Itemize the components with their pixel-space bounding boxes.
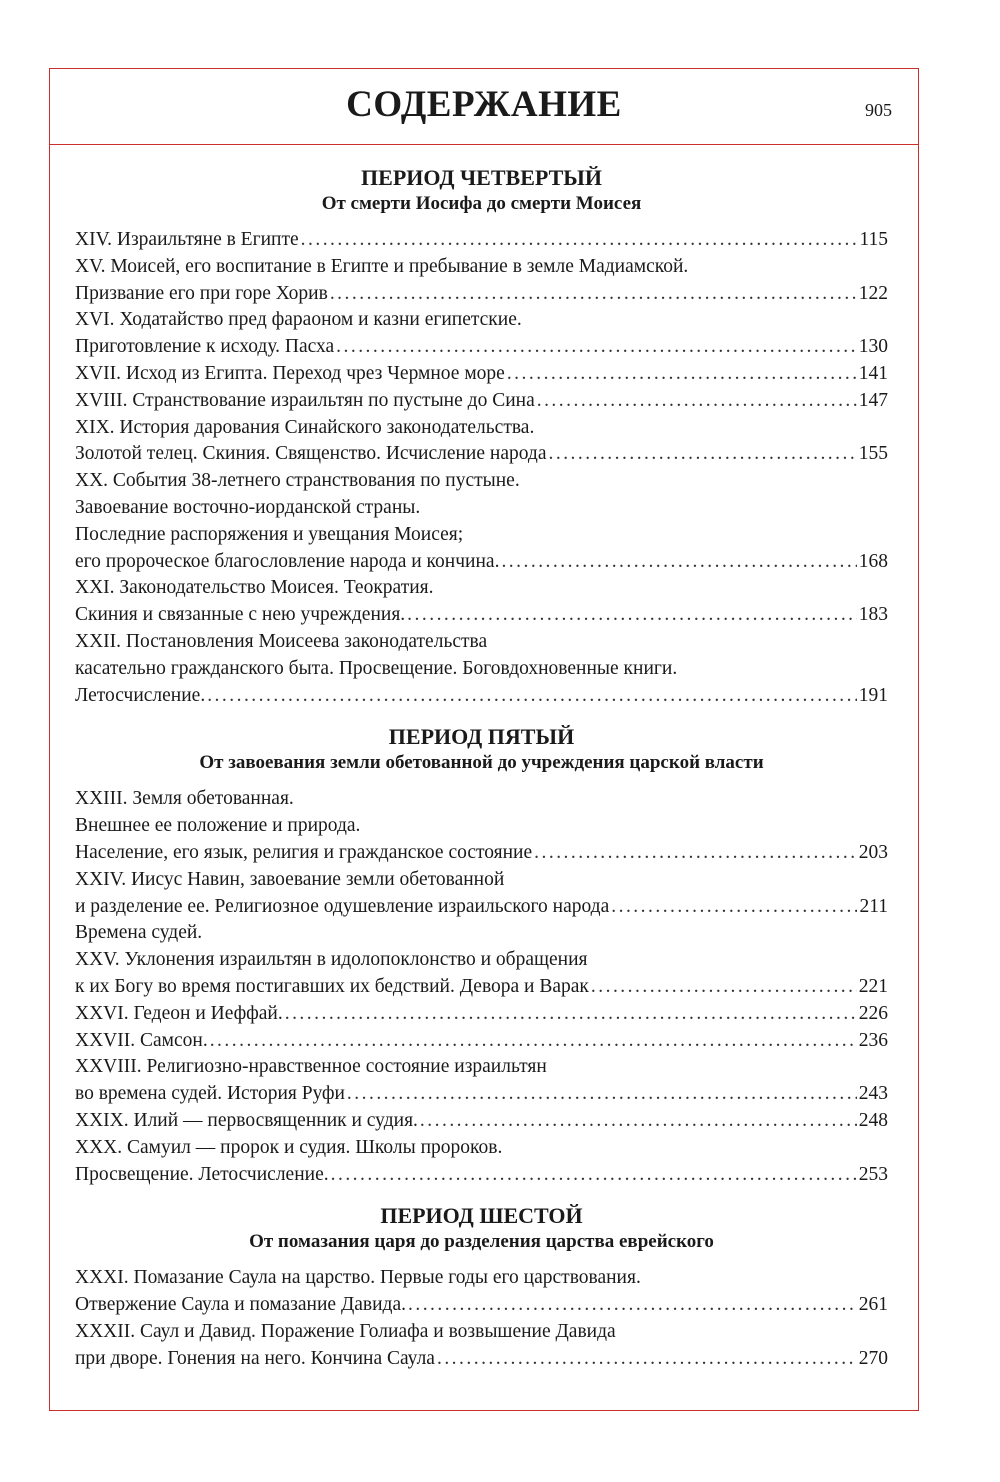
toc-entry-line: XX. События 38-летнего странствования по пустыне. [75,470,520,492]
toc-entry-last-line [75,1346,888,1373]
dot-leader [330,281,857,308]
toc-entry-line: XXVI. Гедеон и Иеффай. [75,1002,283,1024]
header [50,69,918,145]
dot-leader [408,1292,857,1319]
toc-entry-line: XXIII. Земля обетованная. [75,788,294,810]
toc-entry-line: Просвещение. Летосчисление. [75,1163,329,1185]
toc-entry-line: к их Богу во время постигавших их бедствий. Девора и Варак [75,975,589,997]
toc-entry-line: Завоевание восточно-иорданской страны. [75,496,421,518]
dot-leader [549,441,857,468]
toc-entry-line: Последние распоряжения и увещания Моисея; [75,523,464,545]
dot-leader [501,549,856,576]
dot-leader [407,602,857,629]
toc-entry-line: XIX. История дарования Синайского законодательства. [75,416,535,438]
toc-entry-last-line [75,388,888,415]
toc-page-number: 243 [858,1083,888,1105]
toc-entry-line: XVI. Ходатайство пред фараоном и казни египетские. [75,309,522,331]
toc-page-number: 203 [858,841,888,863]
toc-entry[interactable] [75,468,888,575]
toc-entry-last-line [75,602,888,629]
dot-leader [420,1108,857,1135]
dot-leader [331,1162,857,1189]
period-section [75,724,888,1188]
toc-page-number: 115 [859,229,888,250]
toc-entry-line: XXIV. Иисус Навин, завоевание земли обетованной [75,868,505,890]
period-subtitle: От смерти Иосифа до смерти Моисея [321,193,642,214]
page-frame [49,68,919,1411]
toc-entry-line: XXVIII. Религиозно-нравственное состояние израильтян [75,1056,547,1078]
period-section [75,1203,888,1372]
toc-entry-line: касательно гражданского быта. Просвещение. Боговдохновенные книги. [75,657,678,679]
toc-entry-line: XVIII. Странствование израильтян по пустыне до Сина [75,389,535,411]
period-title: ПЕРИОД ШЕСТОЙ [380,1203,583,1229]
toc-entry[interactable] [75,629,888,709]
period-subtitle: От завоевания земли обетованной до учреждения царской власти [199,752,764,774]
toc-entry[interactable] [75,1028,888,1055]
toc-page-number: 236 [858,1029,888,1051]
toc-page-number: 168 [858,550,888,572]
toc-entry-line: Золотой телец. Скиния. Священство. Исчисление народа [75,443,547,465]
toc-entry-line: XXVII. Самсон. [75,1029,208,1051]
toc-page-number: 155 [858,443,888,465]
toc-entry-line: его пророческое благословление народа и кончина. [75,550,500,572]
dot-leader [347,1081,857,1108]
toc-entry-line: XXXII. Саул и Давид. Поражение Голиафа и возвышение Давида [75,1320,616,1342]
toc-entry-line: Отвержение Саула и помазание Давида. [75,1294,406,1316]
toc-entry-line: Летосчисление. [75,684,206,706]
toc-entry[interactable] [75,1135,888,1189]
toc-entry-line: XXIX. Илий — первосвященник и судия. [75,1109,418,1131]
toc-entry-last-line [75,1292,888,1319]
toc-entry-last-line [75,334,888,361]
toc-entry-last-line [75,1162,888,1189]
dot-leader [591,974,857,1001]
toc-entry-line: и разделение ее. Религиозное одушевление израильского народа [75,895,610,917]
toc-entry-line: XVII. Исход из Египта. Переход чрез Чермное море [75,362,505,384]
toc-entry-line: XXII. Постановления Моисеева законодательства [75,630,488,652]
dot-leader [336,334,857,361]
toc-page-number: 253 [858,1163,888,1185]
toc-entry-line: Население, его язык, религия и гражданское состояние [75,841,533,863]
toc-entry-last-line [75,1108,888,1135]
toc-entry-line: XXX. Самуил — пророк и судия. Школы пророков. [75,1136,503,1158]
dot-leader [207,683,857,710]
toc-entry-line: Призвание его при горе Хорив [75,282,328,304]
toc-entry[interactable] [75,1319,888,1373]
dot-leader [437,1346,857,1373]
dot-leader [301,227,858,254]
page-number: 905 [865,100,892,120]
toc-page-number: 183 [858,604,888,626]
dot-leader [537,388,857,415]
toc-entry[interactable] [75,575,888,629]
toc-entry-last-line [75,974,888,1001]
toc-entry-line: при дворе. Гонения на него. Кончина Саула [75,1347,435,1369]
period-subtitle: От помазания царя до разделения царства еврейского [249,1231,714,1253]
toc-entry-last-line [75,894,888,921]
toc-entry[interactable] [75,920,888,1000]
toc-page-number: 248 [858,1109,888,1131]
toc-page-number: 226 [858,1002,888,1024]
toc-entry-last-line [75,1081,888,1108]
toc-entry-last-line [75,281,888,308]
toc-entry-line: Приготовление к исходу. Пасха [75,336,335,358]
table-of-contents [75,165,888,1387]
toc-entry[interactable] [75,1108,888,1135]
toc-entry[interactable] [75,1265,888,1319]
dot-leader [507,361,857,388]
period-title: ПЕРИОД ПЯТЫЙ [388,724,575,750]
toc-page-number: 141 [858,362,888,384]
toc-entry[interactable] [75,786,888,866]
toc-entry[interactable] [75,227,888,254]
toc-entry-last-line [75,683,888,710]
dot-leader [210,1028,857,1055]
toc-entry-last-line [75,1028,888,1055]
toc-page-number: 122 [858,282,888,304]
toc-page-number: 130 [858,336,888,358]
toc-entry-last-line [75,227,888,254]
dot-leader [534,840,857,867]
dot-leader [285,1001,857,1028]
toc-entry-line: XXI. Законодательство Моисея. Теократия. [75,577,434,599]
toc-entry[interactable] [75,1054,888,1108]
toc-entry-line: XXV. Уклонения израильтян в идолопоклонство и обращения [75,949,588,971]
toc-entry-last-line [75,441,888,468]
toc-entry-line: Времена судей. [75,922,203,944]
dot-leader [611,894,857,921]
period-section [75,165,888,709]
toc-entry-last-line [75,1001,888,1028]
toc-entry-line: XV. Моисей, его воспитание в Египте и пребывание в земле Мадиамской. [75,255,689,277]
toc-page-number: 211 [859,895,888,917]
toc-entry[interactable] [75,1001,888,1028]
toc-entry[interactable] [75,415,888,469]
toc-entry-line: во времена судей. История Руфи [75,1083,345,1105]
toc-entry-line: Внешнее ее положение и природа. [75,815,361,837]
toc-entry[interactable] [75,307,888,361]
toc-page-number: 270 [858,1347,888,1369]
toc-entry[interactable] [75,388,888,415]
toc-entry-last-line [75,361,888,388]
toc-entry[interactable] [75,254,888,308]
toc-page-number: 147 [858,389,888,411]
toc-entry-last-line [75,549,888,576]
toc-entry-last-line [75,840,888,867]
toc-page-number: 221 [858,975,888,997]
toc-entry-line: XXXI. Помазание Саула на царство. Первые годы его царствования. [75,1267,641,1289]
period-title: ПЕРИОД ЧЕТВЕРТЫЙ [361,165,602,190]
page-title: СОДЕРЖАНИЕ [346,84,622,125]
toc-entry[interactable] [75,867,888,921]
toc-entry[interactable] [75,361,888,388]
toc-page-number: 191 [858,684,888,706]
toc-entry-line: Скиния и связанные с нею учреждения. [75,604,406,626]
toc-entry-line: XIV. Израильтяне в Египте [75,229,299,250]
toc-page-number: 261 [858,1294,888,1316]
